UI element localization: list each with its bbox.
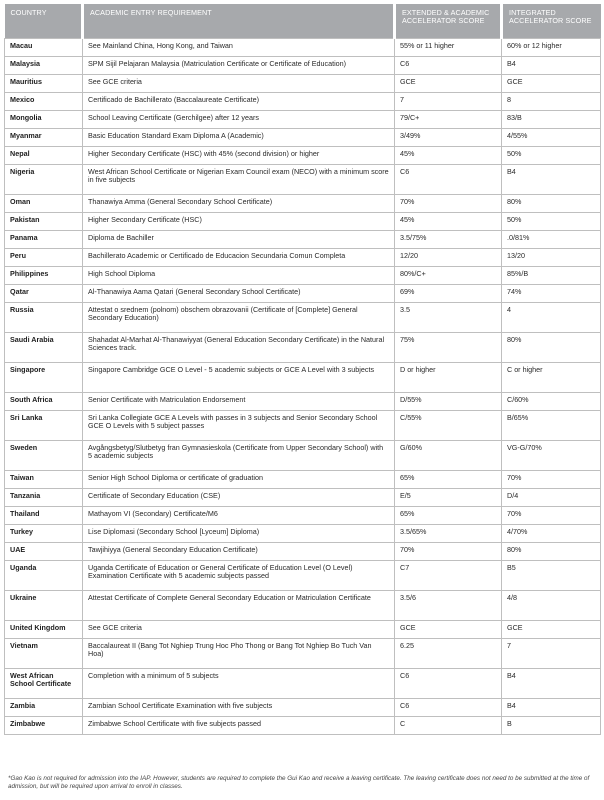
requirement-cell: Certificate of Secondary Education (CSE) <box>83 489 395 507</box>
requirement-cell: Avgångsbetyg/Slutbetyg fran Gymnasieskola (Certificate from Upper Secondary School) with 5 academic subjects <box>83 441 395 471</box>
country-cell: West African School Certificate <box>5 669 83 699</box>
requirement-cell: Diploma de Bachiller <box>83 231 395 249</box>
extended-score-cell: 65% <box>395 471 502 489</box>
extended-score-cell: 70% <box>395 195 502 213</box>
country-cell: Malaysia <box>5 57 83 75</box>
integrated-score-cell: 4 <box>502 303 601 333</box>
footnote: *Gao Kao is not required for admission into the IAP. However, students are required to complete the Gui Kao and receive a leaving certificate. The leaving certificate does not need to be submitted at the time of admission, but will be required upon arrival to enroll in classes. <box>8 775 590 791</box>
country-cell: Mexico <box>5 93 83 111</box>
table-row <box>5 267 601 285</box>
extended-score-cell: C <box>395 717 502 735</box>
requirement-cell: School Leaving Certificate (Gerchilgee) after 12 years <box>83 111 395 129</box>
table-row <box>5 57 601 75</box>
table-row <box>5 75 601 93</box>
country-cell: Taiwan <box>5 471 83 489</box>
requirement-cell: Zimbabwe School Certificate with five subjects passed <box>83 717 395 735</box>
extended-score-cell: D/55% <box>395 393 502 411</box>
extended-score-cell: GCE <box>395 75 502 93</box>
table-row <box>5 441 601 471</box>
requirement-cell: See GCE criteria <box>83 75 395 93</box>
table-row <box>5 303 601 333</box>
table-row <box>5 717 601 735</box>
extended-score-cell: 3.5 <box>395 303 502 333</box>
country-cell: Macau <box>5 39 83 57</box>
table-row <box>5 129 601 147</box>
extended-score-cell: C6 <box>395 699 502 717</box>
integrated-score-cell: 80% <box>502 333 601 363</box>
requirement-cell: Higher Secondary Certificate (HSC) with 45% (second division) or higher <box>83 147 395 165</box>
extended-score-cell: 55% or 11 higher <box>395 39 502 57</box>
country-cell: Russia <box>5 303 83 333</box>
integrated-score-cell: B <box>502 717 601 735</box>
extended-score-cell: 75% <box>395 333 502 363</box>
table-body <box>5 39 601 735</box>
table-row <box>5 543 601 561</box>
table-row <box>5 393 601 411</box>
country-cell: Thailand <box>5 507 83 525</box>
requirement-cell: Attestat o srednem (polnom) obschem obrazovanii (Certificate of [Complete] General Secondary Education) <box>83 303 395 333</box>
extended-score-cell: 69% <box>395 285 502 303</box>
country-cell: Zimbabwe <box>5 717 83 735</box>
country-cell: UAE <box>5 543 83 561</box>
table-row <box>5 669 601 699</box>
integrated-score-cell: 50% <box>502 213 601 231</box>
table-row <box>5 213 601 231</box>
country-cell: Nepal <box>5 147 83 165</box>
table-row <box>5 621 601 639</box>
integrated-score-cell: B5 <box>502 561 601 591</box>
table-row <box>5 411 601 441</box>
extended-score-cell: 3/49% <box>395 129 502 147</box>
extended-score-cell: 80%/C+ <box>395 267 502 285</box>
integrated-score-cell: .0/81% <box>502 231 601 249</box>
table-row <box>5 285 601 303</box>
header-country: COUNTRY <box>5 4 83 39</box>
extended-score-cell: C6 <box>395 57 502 75</box>
table-row <box>5 639 601 669</box>
table-row <box>5 165 601 195</box>
country-cell: Sri Lanka <box>5 411 83 441</box>
integrated-score-cell: 50% <box>502 147 601 165</box>
table-row <box>5 93 601 111</box>
requirement-cell: Bachillerato Academic or Certificado de Educacion Secundaria Comun Completa <box>83 249 395 267</box>
country-cell: Uganda <box>5 561 83 591</box>
country-cell: Qatar <box>5 285 83 303</box>
integrated-score-cell: C or higher <box>502 363 601 393</box>
integrated-score-cell: B4 <box>502 165 601 195</box>
integrated-score-cell: 4/55% <box>502 129 601 147</box>
country-cell: Singapore <box>5 363 83 393</box>
extended-score-cell: GCE <box>395 621 502 639</box>
country-cell: Tanzania <box>5 489 83 507</box>
requirement-cell: Baccalaureat II (Bang Tot Nghiep Trung Hoc Pho Thong or Bang Tot Nghiep Bo Tuch Van Hoa) <box>83 639 395 669</box>
country-cell: Mongolia <box>5 111 83 129</box>
extended-score-cell: 3.5/6 <box>395 591 502 621</box>
extended-score-cell: C/55% <box>395 411 502 441</box>
integrated-score-cell: B4 <box>502 57 601 75</box>
table-row <box>5 231 601 249</box>
table-row <box>5 591 601 621</box>
table-row <box>5 561 601 591</box>
header-integrated-score: INTEGRATED ACCELERATOR SCORE <box>502 4 601 39</box>
requirement-cell: Higher Secondary Certificate (HSC) <box>83 213 395 231</box>
country-cell: United Kingdom <box>5 621 83 639</box>
extended-score-cell: 6.25 <box>395 639 502 669</box>
requirement-cell: Zambian School Certificate Examination with five subjects <box>83 699 395 717</box>
integrated-score-cell: B4 <box>502 669 601 699</box>
requirement-cell: Senior High School Diploma or certificate of graduation <box>83 471 395 489</box>
integrated-score-cell: 80% <box>502 195 601 213</box>
integrated-score-cell: 70% <box>502 471 601 489</box>
requirement-cell: See Mainland China, Hong Kong, and Taiwan <box>83 39 395 57</box>
extended-score-cell: D or higher <box>395 363 502 393</box>
country-cell: South Africa <box>5 393 83 411</box>
requirement-cell: Singapore Cambridge GCE O Level - 5 academic subjects or GCE A Level with 3 subjects <box>83 363 395 393</box>
integrated-score-cell: 85%/B <box>502 267 601 285</box>
extended-score-cell: 45% <box>395 147 502 165</box>
header-extended-score: EXTENDED & ACADEMIC ACCELERATOR SCORE <box>395 4 502 39</box>
extended-score-cell: 3.5/65% <box>395 525 502 543</box>
integrated-score-cell: 60% or 12 higher <box>502 39 601 57</box>
requirement-cell: Senior Certificate with Matriculation Endorsement <box>83 393 395 411</box>
entry-requirements-table <box>4 4 601 735</box>
integrated-score-cell: 80% <box>502 543 601 561</box>
country-cell: Vietnam <box>5 639 83 669</box>
requirement-cell: See GCE criteria <box>83 621 395 639</box>
country-cell: Oman <box>5 195 83 213</box>
extended-score-cell: 65% <box>395 507 502 525</box>
requirement-cell: Al-Thanawiya Aama Qatari (General Secondary School Certificate) <box>83 285 395 303</box>
country-cell: Zambia <box>5 699 83 717</box>
table-row <box>5 195 601 213</box>
integrated-score-cell: B/65% <box>502 411 601 441</box>
integrated-score-cell: D/4 <box>502 489 601 507</box>
country-cell: Peru <box>5 249 83 267</box>
extended-score-cell: E/5 <box>395 489 502 507</box>
requirement-cell: Shahadat Al-Marhat Al-Thanawiyyat (General Education Secondary Certificate) in the Natural Sciences track. <box>83 333 395 363</box>
country-cell: Panama <box>5 231 83 249</box>
requirement-cell: Sri Lanka Collegiate GCE A Levels with passes in 3 subjects and Senior Secondary School GCE O Levels with 5 subject passes <box>83 411 395 441</box>
integrated-score-cell: 4/70% <box>502 525 601 543</box>
table-row <box>5 39 601 57</box>
table-row <box>5 471 601 489</box>
integrated-score-cell: 7 <box>502 639 601 669</box>
integrated-score-cell: B4 <box>502 699 601 717</box>
integrated-score-cell: 70% <box>502 507 601 525</box>
extended-score-cell: 45% <box>395 213 502 231</box>
table-row <box>5 489 601 507</box>
country-cell: Sweden <box>5 441 83 471</box>
table-row <box>5 363 601 393</box>
country-cell: Pakistan <box>5 213 83 231</box>
country-cell: Mauritius <box>5 75 83 93</box>
extended-score-cell: C6 <box>395 669 502 699</box>
country-cell: Turkey <box>5 525 83 543</box>
extended-score-cell: G/60% <box>395 441 502 471</box>
table-row <box>5 249 601 267</box>
integrated-score-cell: C/60% <box>502 393 601 411</box>
requirement-cell: Uganda Certificate of Education or General Certificate of Education Level (O Level) Examination Certificate with 5 academic subjects passed <box>83 561 395 591</box>
integrated-score-cell: 83/B <box>502 111 601 129</box>
header-requirement: ACADEMIC ENTRY REQUIREMENT <box>83 4 395 39</box>
requirement-cell: SPM Sijil Pelajaran Malaysia (Matriculation Certificate or Certificate of Education) <box>83 57 395 75</box>
table-header <box>5 4 601 39</box>
country-cell: Myanmar <box>5 129 83 147</box>
requirement-cell: Mathayom VI (Secondary) Certificate/M6 <box>83 507 395 525</box>
table-row <box>5 525 601 543</box>
integrated-score-cell: 13/20 <box>502 249 601 267</box>
country-cell: Ukraine <box>5 591 83 621</box>
table-row <box>5 111 601 129</box>
header-row <box>5 4 601 39</box>
requirement-cell: Attestat Certificate of Complete General Secondary Education or Matriculation Certificate <box>83 591 395 621</box>
integrated-score-cell: 74% <box>502 285 601 303</box>
integrated-score-cell: 8 <box>502 93 601 111</box>
requirement-cell: Thanawiya Amma (General Secondary School Certificate) <box>83 195 395 213</box>
requirement-cell: Completion with a minimum of 5 subjects <box>83 669 395 699</box>
requirement-cell: Certificado de Bachillerato (Baccalaureate Certificate) <box>83 93 395 111</box>
requirement-cell: Basic Education Standard Exam Diploma A (Academic) <box>83 129 395 147</box>
requirement-cell: High School Diploma <box>83 267 395 285</box>
extended-score-cell: 70% <box>395 543 502 561</box>
integrated-score-cell: GCE <box>502 621 601 639</box>
extended-score-cell: C7 <box>395 561 502 591</box>
country-cell: Philippines <box>5 267 83 285</box>
table-row <box>5 699 601 717</box>
requirement-cell: Tawjihiyya (General Secondary Education Certificate) <box>83 543 395 561</box>
extended-score-cell: 79/C+ <box>395 111 502 129</box>
table-row <box>5 507 601 525</box>
integrated-score-cell: VG-G/70% <box>502 441 601 471</box>
extended-score-cell: 12/20 <box>395 249 502 267</box>
requirement-cell: Lise Diplomasi (Secondary School [Lyceum] Diploma) <box>83 525 395 543</box>
extended-score-cell: 7 <box>395 93 502 111</box>
requirement-cell: West African School Certificate or Nigerian Exam Council exam (NECO) with a minimum score in five subjects <box>83 165 395 195</box>
extended-score-cell: 3.5/75% <box>395 231 502 249</box>
table-row <box>5 333 601 363</box>
integrated-score-cell: 4/8 <box>502 591 601 621</box>
table-row <box>5 147 601 165</box>
country-cell: Saudi Arabia <box>5 333 83 363</box>
integrated-score-cell: GCE <box>502 75 601 93</box>
extended-score-cell: C6 <box>395 165 502 195</box>
country-cell: Nigeria <box>5 165 83 195</box>
